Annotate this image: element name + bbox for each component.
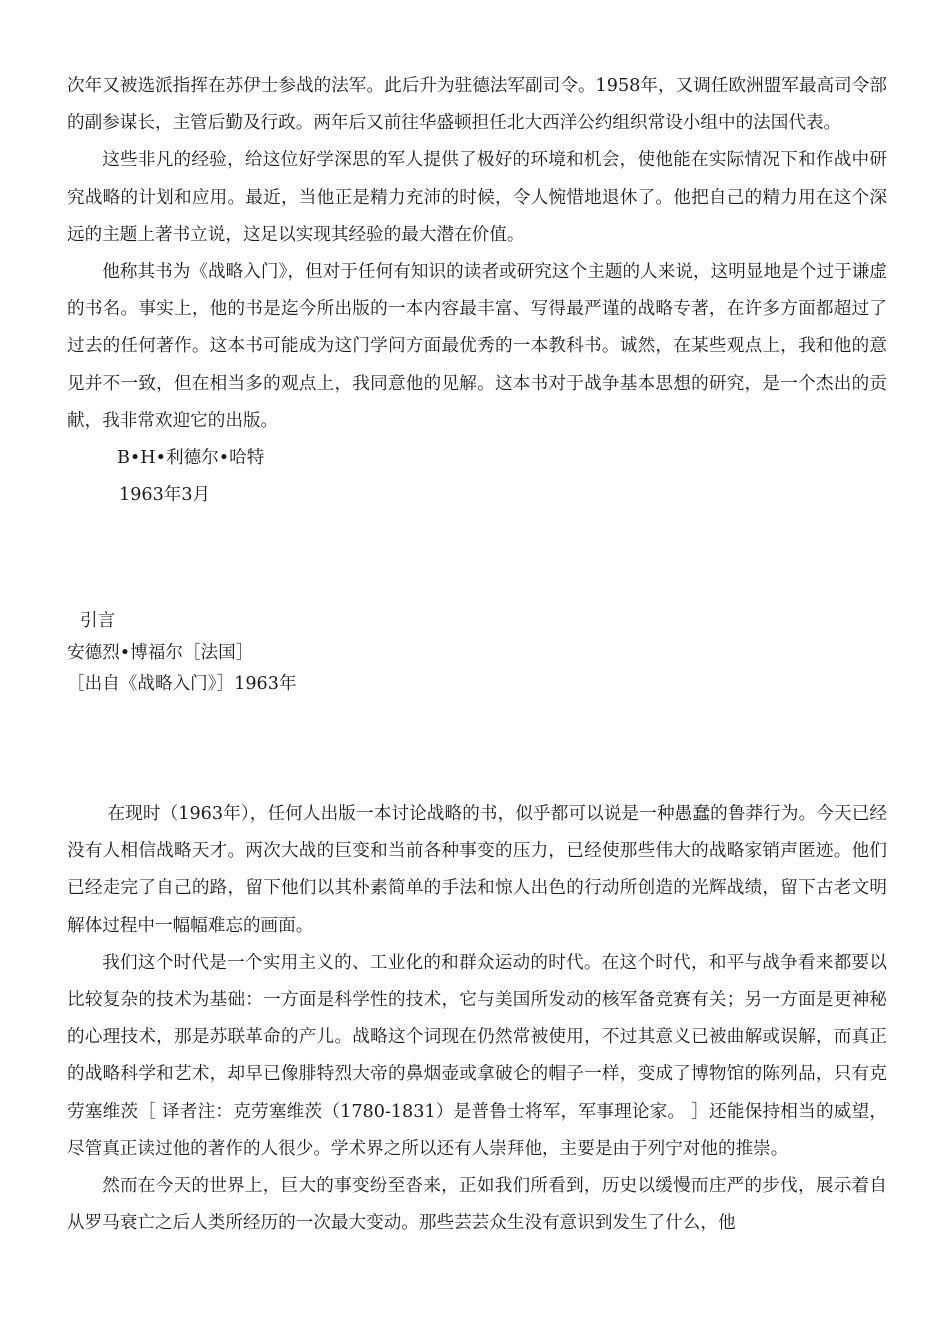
introduction-paragraph-1: 在现时（1963年），任何人出版一本讨论战略的书，似乎都可以说是一种愚蠢的鲁莽行为。今天已经没有人相信战略天才。两次大战的巨变和当前各种事变的压力，已经使那些伟大的战略家销声匿迹。他们已经走完了自己的路，留下他们以其朴素简单的手法和惊人出色的行动所创造的光辉战绩，留下古老文明解体过程中一幅幅难忘的画面。 [67,803,887,936]
preface-paragraph-1: 次年又被选派指挥在苏伊士参战的法军。此后升为驻德法军副司令。1958年，又调任欧洲盟军最高司令部的副参谋长，主管后勤及行政。两年后又前往华盛顿担任北大西洋公约组织常设小组中的法国代表。 [67,76,887,134]
preface-paragraph-2: 这些非凡的经验，给这位好学深思的军人提供了极好的环境和机会，使他能在实际情况下和作战中研究战略的计划和应用。最近，当他正是精力充沛的时候，令人惋惜地退休了。他把自己的精力用在这个深远的主题上著书立说，这足以实现其经验的最大潜在价值。 [67,150,887,245]
introduction-source: ［出自《战略入门》］1963年 [67,674,297,695]
section-spacer [67,701,887,796]
introduction-author: 安德烈•博福尔［法国］ [67,642,254,663]
preface-date: 1963年3月 [119,485,211,506]
introduction-paragraph-3: 然而在今天的世界上，巨大的事变纷至沓来，正如我们所看到，历史以缓慢而庄严的步伐，展示着自从罗马衰亡之后人类所经历的一次最大变动。那些芸芸众生没有意识到发生了什么，他 [67,1175,887,1234]
introduction-paragraph-2: 我们这个时代是一个实用主义的、工业化的和群众运动的时代。在这个时代，和平与战争看来都要以比较复杂的技术为基础：一方面是科学性的技术，它与美国所发动的核军备竞赛有关；另一方面是更神秘的心理技术，那是苏联革命的产儿。战略这个词现在仍然常被使用，不过其意义已被曲解或误解，而真正的战略科学和艺术，却早已像腓特烈大帝的鼻烟壶或拿破仑的帽子一样，变成了博物馆的陈列品，只有克劳塞维茨［ 译者注：克劳塞维茨（1780-1831）是普鲁士将军，军事理论家。 ］还能保持相当的威望，尽管真正读过他的著作的人很少。学术界之所以还有人崇拜他，主要是由于列宁对他的推崇。 [67,952,887,1159]
preface-paragraph-3: 他称其书为《战略入门》，但对于任何有知识的读者或研究这个主题的人来说，这明显地是个过于谦虚的书名。事实上，他的书是迄今所出版的一本内容最丰富、写得最严谨的战略专著，在许多方面都超过了过去的任何著作。这本书可能成为这门学问方面最优秀的一本教科书。诚然，在某些观点上，我和他的意见并不一致，但在相当多的观点上，我同意他的见解。这本书对于战争基本思想的研究，是一个杰出的贡献，我非常欢迎它的出版。 [67,262,887,431]
document-page [67,68,887,1242]
section-spacer [67,514,887,606]
introduction-title: 引言 [80,611,116,632]
preface-signature: B•H•利德尔•哈特 [117,448,265,469]
